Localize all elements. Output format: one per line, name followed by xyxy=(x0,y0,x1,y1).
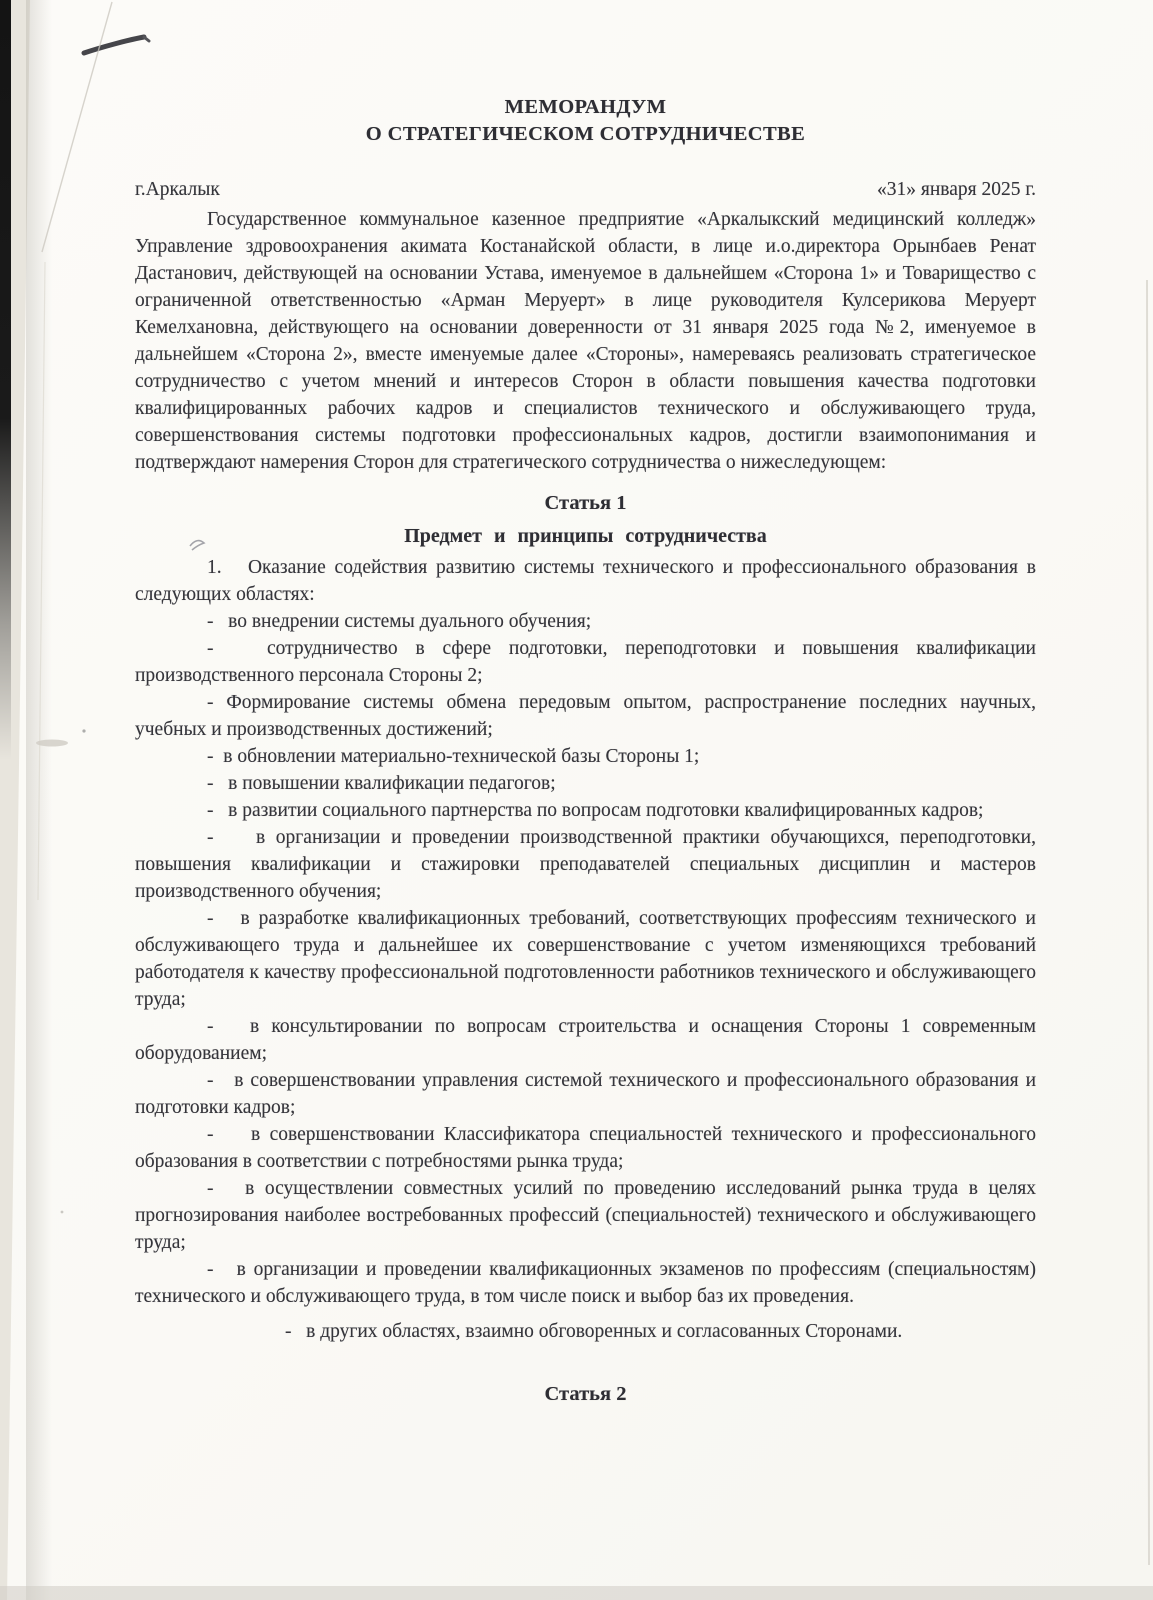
bullet-item: - в организации и проведении производственной практики обучающихся, переподготовки, повышения квалификации и стажировки преподавателей специальных дисциплин и мастеров производственного обучения; xyxy=(135,827,1036,902)
document-title xyxy=(135,94,1036,148)
bullet-item: - сотрудничество в сфере подготовки, переподготовки и повышения квалификации производственного персонала Стороны 2; xyxy=(135,638,1036,686)
final-bullet-item: - в других областях, взаимно обговоренных и согласованных Сторонами. xyxy=(285,1321,903,1342)
document-content xyxy=(135,94,1036,1408)
bullet-item: - в разработке квалификационных требований, соответствующих профессиям технического и обслуживающего труда и дальнейшее их совершенствование с учетом изменяющихся требований работодателя к качеству профессиональной подготовленности работников технического и обслуживающего труда; xyxy=(135,908,1036,1010)
paper-edge-shadow xyxy=(26,0,52,1600)
bullet-item: - в совершенствовании Классификатора специальностей технического и профессионального образования в соответствии с потребностями рынка труда; xyxy=(135,1124,1036,1172)
intro-paragraph: Государственное коммунальное казенное предприятие «Аркалыкский медицинский колледж» Управление здровоохранения акимата Костанайской области, в лице и.о.директора Орынбаев Ренат Дастанович, действующей на основании Устава, именуемое в дальнейшем «Сторона 1» и Товарищество с ограниченной ответственностью «Арман Меруерт» в лице руководителя Кулсерикова Меруерт Кемелхановна, действующего на основании доверенности от 31 января 2025 года №2, именуемое в дальнейшем «Сторона 2», вместе именуемые далее «Стороны», намереваясь реализовать стратегическое сотрудничество с учетом мнений и интересов Сторон в области повышения качества подготовки квалифицированных рабочих кадров и специалистов технического и обслуживающего труда, совершенствования системы подготовки профессиональных кадров, достигли взаимопонимания и подтверждают намерения Сторон для стратегического сотрудничества о нижеследующем: xyxy=(135,209,1036,473)
bullet-item: - Формирование системы обмена передовым опытом, распространение последних научных, учебных и производственных достижений; xyxy=(135,692,1036,740)
bullet-item: - в развитии социального партнерства по вопросам подготовки квалифицированных кадров; xyxy=(207,800,984,821)
place-label: г.Аркалык xyxy=(135,179,220,200)
bullet-item: - в осуществлении совместных усилий по проведению исследований рынка труда в целях прогнозирования наиболее востребованных профессий (специальностей) технического и обслуживающего труда; xyxy=(135,1178,1036,1253)
bullet-item: - в организации и проведении квалификационных экзаменов по профессиям (специальностям) технического и обслуживающего труда, в том числе поиск и выбор баз их проведения. xyxy=(135,1259,1036,1307)
bullet-item: - во внедрении системы дуального обучения; xyxy=(207,611,592,632)
document-title-line1: МЕМОРАНДУМ xyxy=(504,96,667,118)
article1-item-1: 1. Оказание содействия развитию системы технического и профессионального образования в следующих областях: xyxy=(135,557,1036,605)
article2-heading: Статья 2 xyxy=(544,1383,627,1405)
article1-subheading: Предмет и принципы сотрудничества xyxy=(404,525,767,547)
scanner-edge-strip xyxy=(0,0,11,760)
bullet-item: - в обновлении материально-технической базы Стороны 1; xyxy=(207,746,700,767)
bullet-item: - в консультировании по вопросам строительства и оснащения Стороны 1 современным оборудованием; xyxy=(135,1016,1036,1064)
bullet-item: - в совершенствовании управления системой технического и профессионального образования и подготовки кадров; xyxy=(135,1070,1036,1118)
article1-heading: Статья 1 xyxy=(544,492,627,514)
date-label: «31» января 2025 г. xyxy=(876,179,1036,200)
document-title-line2: О СТРАТЕГИЧЕСКОМ СОТРУДНИЧЕСТВЕ xyxy=(365,123,806,145)
bullet-item: - в повышении квалификации педагогов; xyxy=(207,773,556,794)
place-date-row xyxy=(135,176,1036,203)
